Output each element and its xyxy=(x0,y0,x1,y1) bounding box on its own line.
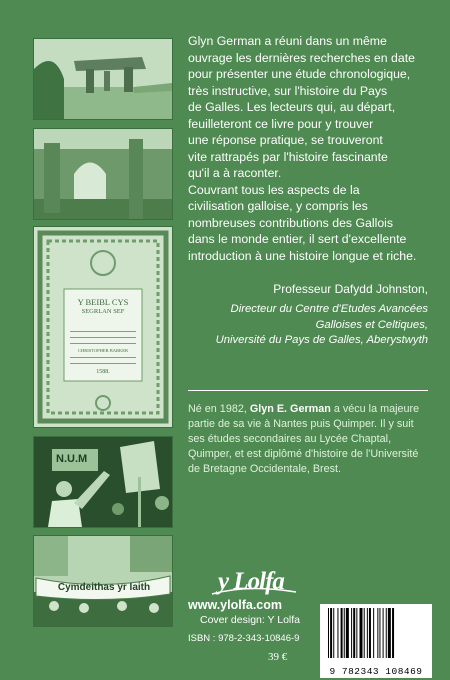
publisher-logo xyxy=(208,564,300,598)
barcode-bar xyxy=(344,608,345,658)
blurb-line: ouvrage les dernières recherches en date xyxy=(188,50,415,65)
barcode-bar xyxy=(351,608,352,658)
barcode-bar xyxy=(337,608,338,658)
barcode-bar xyxy=(364,608,365,658)
isbn-barcode xyxy=(320,604,432,678)
section-divider xyxy=(188,390,428,391)
bio-text: a vécu la majeure partie de sa vie à Nantes puis Quimper. Il y suit ses études secondaires au Lycée Chaptal, Quimper, et est diplômé d'histoire de l'Université de Bretagne Occidentale, Brest. xyxy=(188,403,420,475)
bio-intro: Né en 1982, xyxy=(188,403,250,415)
barcode-bar xyxy=(330,608,332,658)
barcode-bar xyxy=(341,608,343,658)
banner-text: Cymdeithas yr Iaith xyxy=(57,582,151,593)
affiliation-line: Directeur du Centre d'Etudes Avancées xyxy=(230,303,428,315)
barcode-bar xyxy=(377,608,378,658)
barcode-bar xyxy=(353,608,355,658)
barcode-bar xyxy=(369,608,371,658)
bible-printer-text: CHRISTOPHER BARKER xyxy=(77,348,129,353)
barcode-bar xyxy=(333,608,334,658)
blurb-line: de Galles. Les lecteurs qui, au départ, xyxy=(188,100,396,114)
isbn-text: ISBN : 978-2-343-10846-9 xyxy=(188,633,300,644)
barcode-bars xyxy=(320,604,432,664)
reviewer-affiliation xyxy=(188,302,428,349)
author-name: Glyn E. German xyxy=(249,403,331,415)
price-text: 39 € xyxy=(268,651,288,663)
affiliation-line: Université du Pays de Galles, Aberystwyth xyxy=(215,334,428,346)
barcode-bar xyxy=(373,608,374,658)
barcode-bar xyxy=(328,608,329,658)
blurb-line: pour présenter une étude chronologique, xyxy=(188,67,411,81)
protest-banner-photo xyxy=(33,535,173,627)
cover-design-credit: Cover design: Y Lolfa xyxy=(200,614,301,626)
barcode-bar xyxy=(356,608,357,658)
barcode-bar xyxy=(383,608,384,658)
reviewer-signature: Professeur Dafydd Johnston, xyxy=(273,282,428,296)
num-sign-text: N.U.M xyxy=(56,453,88,465)
bible-subtitle-text: SEGRLAN SEF xyxy=(81,308,125,315)
barcode-bar xyxy=(388,608,391,658)
logo-text: y Lolfa xyxy=(218,568,284,595)
blurb-line: vite rattrapés par l'histoire fascinante xyxy=(188,149,388,164)
dolmen-photo xyxy=(33,38,173,120)
blurb-line: introduction à une histoire longue et riche. xyxy=(188,248,417,263)
barcode-bar xyxy=(360,608,363,658)
barcode-bar xyxy=(379,608,380,658)
blurb-line: dans le monde entier, il sert d'excellente xyxy=(188,232,407,246)
barcode-bar xyxy=(386,608,387,658)
blurb-line: nombreuses contributions des Gallois xyxy=(188,215,394,230)
blurb-line: très instructive, sur l'histoire du Pays xyxy=(188,83,388,98)
review-blurb xyxy=(188,33,428,264)
barcode-digits: 9 782343 108469 xyxy=(329,666,423,677)
blurb-line: Glyn German a réuni dans un même xyxy=(188,34,387,48)
abbey-ruin-photo xyxy=(33,128,173,220)
author-bio xyxy=(188,402,428,477)
barcode-bar xyxy=(367,608,368,658)
blurb-line: une réponse pratique, se trouveront xyxy=(188,133,383,147)
publisher-website: www.ylolfa.com xyxy=(188,598,283,612)
barcode-bar xyxy=(392,608,394,658)
barcode-bar xyxy=(346,608,349,658)
miners-strike-photo xyxy=(33,436,173,528)
bible-title-text: Y BEIBL CYS xyxy=(77,297,129,307)
blurb-line: qu'il a à raconter. xyxy=(188,166,282,180)
bible-year-text: 1588. xyxy=(96,369,110,375)
blurb-line: civilisation galloise, y compris les xyxy=(188,199,368,213)
welsh-bible-photo xyxy=(33,226,173,428)
blurb-line: Couvrant tous les aspects de la xyxy=(188,182,360,197)
blurb-line: feuilleteront ce livre pour y trouver xyxy=(188,116,374,131)
affiliation-line: Galloises et Celtiques, xyxy=(315,318,428,331)
